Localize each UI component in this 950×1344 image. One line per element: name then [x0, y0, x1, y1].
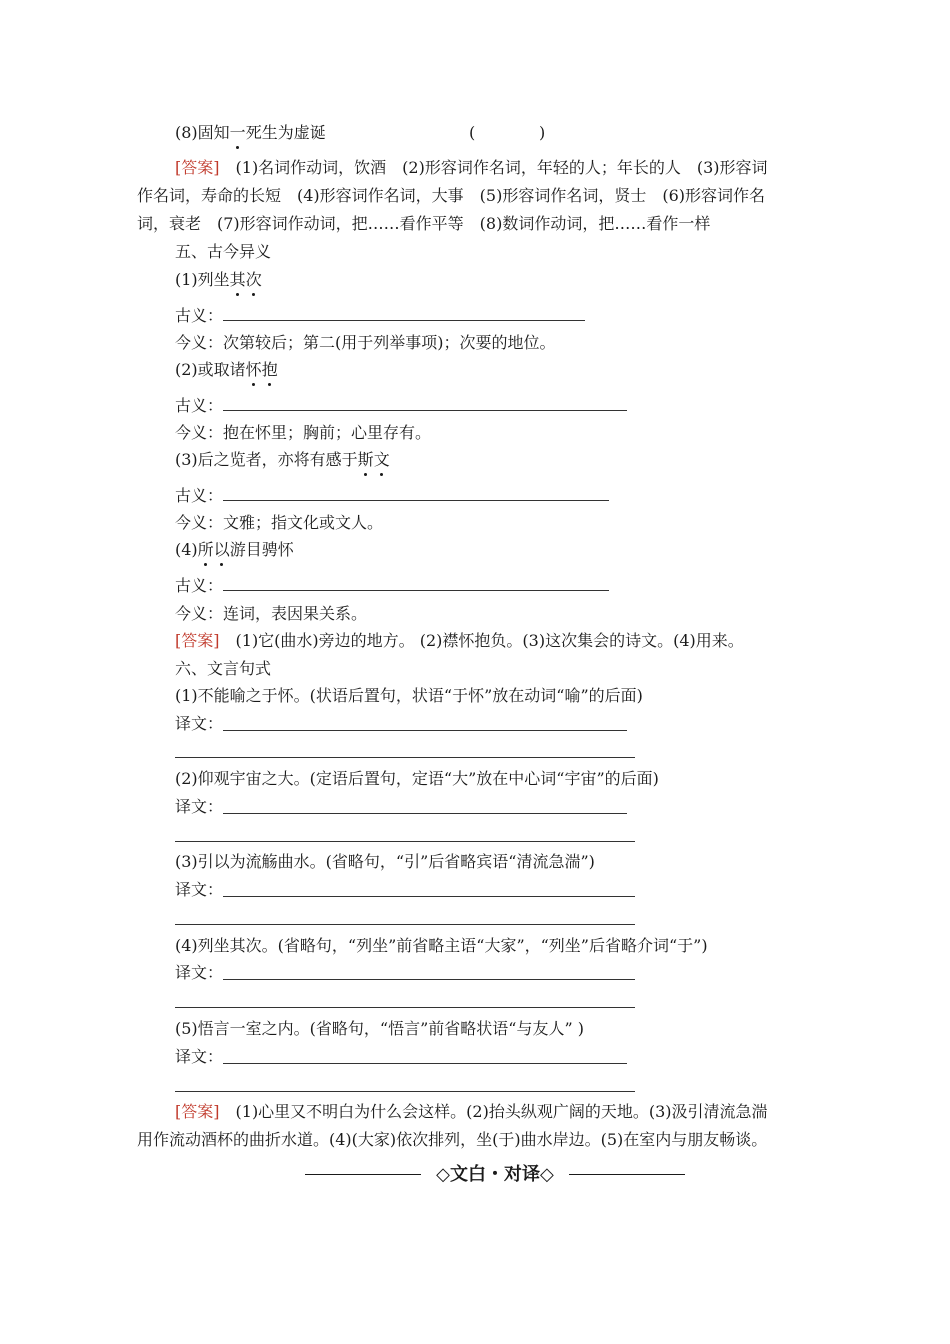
- question-item: (3)引以为流觞曲水。(省略句，“引”后省略宾语“清流急湍”): [175, 852, 595, 871]
- section-title: 五、古今异义: [175, 242, 272, 261]
- answer-line: [答案] (1)名词作动词，饮酒 (2)形容词作名词，年轻的人；年长的人 (3)形容词: [175, 158, 768, 177]
- translation-blank[interactable]: [175, 841, 635, 842]
- translation-blank[interactable]: [175, 924, 635, 925]
- gu-line: 古义：: [175, 306, 224, 325]
- jin-line: 今义：文雅；指文化或文人。: [175, 513, 384, 532]
- dotted-char: 斯: [357, 450, 374, 469]
- gu-line: 古义：: [175, 396, 224, 415]
- answer-line: 作名词，寿命的长短 (4)形容词作名词，大事 (5)形容词作名词，贤士 (6)形容词作名: [137, 186, 765, 205]
- yi-line: 译文：: [175, 880, 224, 899]
- gu-line: 古义：: [175, 486, 224, 505]
- question-item: (1)列坐其次: [175, 270, 262, 289]
- yi-line: 译文：: [175, 963, 224, 982]
- question-item: (2)仰观宇宙之大。(定语后置句，定语“大”放在中心词“宇宙”的后面): [175, 769, 659, 788]
- answer-line: 词，衰老 (7)形容词作动词，把……看作平等 (8)数词作动词，把……看作一样: [137, 214, 711, 233]
- translation-blank[interactable]: [175, 1007, 635, 1008]
- jin-line: 今义：抱在怀里；胸前；心里存有。: [175, 423, 432, 442]
- jin-line: 今义：连词，表因果关系。: [175, 604, 368, 623]
- section-title: 六、文言句式: [175, 659, 272, 678]
- question-item: (2)或取诸怀抱: [175, 360, 278, 379]
- answer-paren-open: (: [469, 123, 476, 142]
- answer-tag: [答案]: [175, 158, 220, 177]
- yi-line: 译文：: [175, 1047, 224, 1066]
- section-banner: [305, 1163, 685, 1187]
- banner-rule-left: [305, 1174, 421, 1175]
- translation-blank[interactable]: [223, 730, 627, 731]
- answer-paren-close: ): [539, 123, 546, 142]
- translation-blank[interactable]: [223, 896, 635, 897]
- question-item: (4)列坐其次。(省略句，“列坐”前省略主语“大家”，“列坐”后省略介词“于”): [175, 936, 708, 955]
- dotted-char: 其: [229, 270, 246, 289]
- yi-line: 译文：: [175, 714, 224, 733]
- answer-tag: [答案]: [175, 1102, 220, 1121]
- jin-line: 今义：次第较后；第二(用于列举事项)；次要的地位。: [175, 333, 556, 352]
- dotted-char: 抱: [261, 360, 278, 379]
- answer-blank[interactable]: [223, 590, 609, 591]
- question-item: (5)悟言一室之内。(省略句，“悟言”前省略状语“与友人” ): [175, 1019, 584, 1038]
- question-item: (3)后之览者，亦将有感于斯文: [175, 450, 390, 469]
- answer-blank[interactable]: [223, 320, 585, 321]
- answer-line: [答案] (1)它(曲水)旁边的地方。 (2)襟怀抱负。(3)这次集会的诗文。(4)用来。: [175, 631, 744, 650]
- dotted-char: 次: [245, 270, 262, 289]
- item-8: (8)固知一死生为虚诞: [175, 123, 326, 142]
- yi-line: 译文：: [175, 797, 224, 816]
- answer-blank[interactable]: [223, 500, 609, 501]
- translation-blank[interactable]: [223, 1063, 627, 1064]
- answer-tag: [答案]: [175, 631, 220, 650]
- dotted-char: 文: [373, 450, 390, 469]
- dotted-char: 一: [229, 123, 246, 142]
- translation-blank[interactable]: [223, 979, 635, 980]
- dotted-char: 怀: [245, 360, 262, 379]
- translation-blank[interactable]: [175, 1091, 635, 1092]
- answer-line: [答案] (1)心里又不明白为什么会这样。(2)抬头纵观广阔的天地。(3)汲引清流急湍: [175, 1102, 768, 1121]
- answer-blank[interactable]: [223, 410, 627, 411]
- dotted-char: 所: [197, 540, 214, 559]
- dotted-char: 以: [213, 540, 230, 559]
- gu-line: 古义：: [175, 576, 224, 595]
- question-item: (4)所以游目骋怀: [175, 540, 294, 559]
- answer-line: 用作流动酒杯的曲折水道。(4)(大家)依次排列，坐(于)曲水岸边。(5)在室内与朋友畅谈。: [137, 1130, 768, 1149]
- banner-rule-right: [569, 1174, 685, 1175]
- translation-blank[interactable]: [223, 813, 627, 814]
- translation-blank[interactable]: [175, 757, 635, 758]
- question-item: (1)不能喻之于怀。(状语后置句，状语“于怀”放在动词“喻”的后面): [175, 686, 643, 705]
- banner-title: ◇文白・对译◇: [436, 1164, 554, 1185]
